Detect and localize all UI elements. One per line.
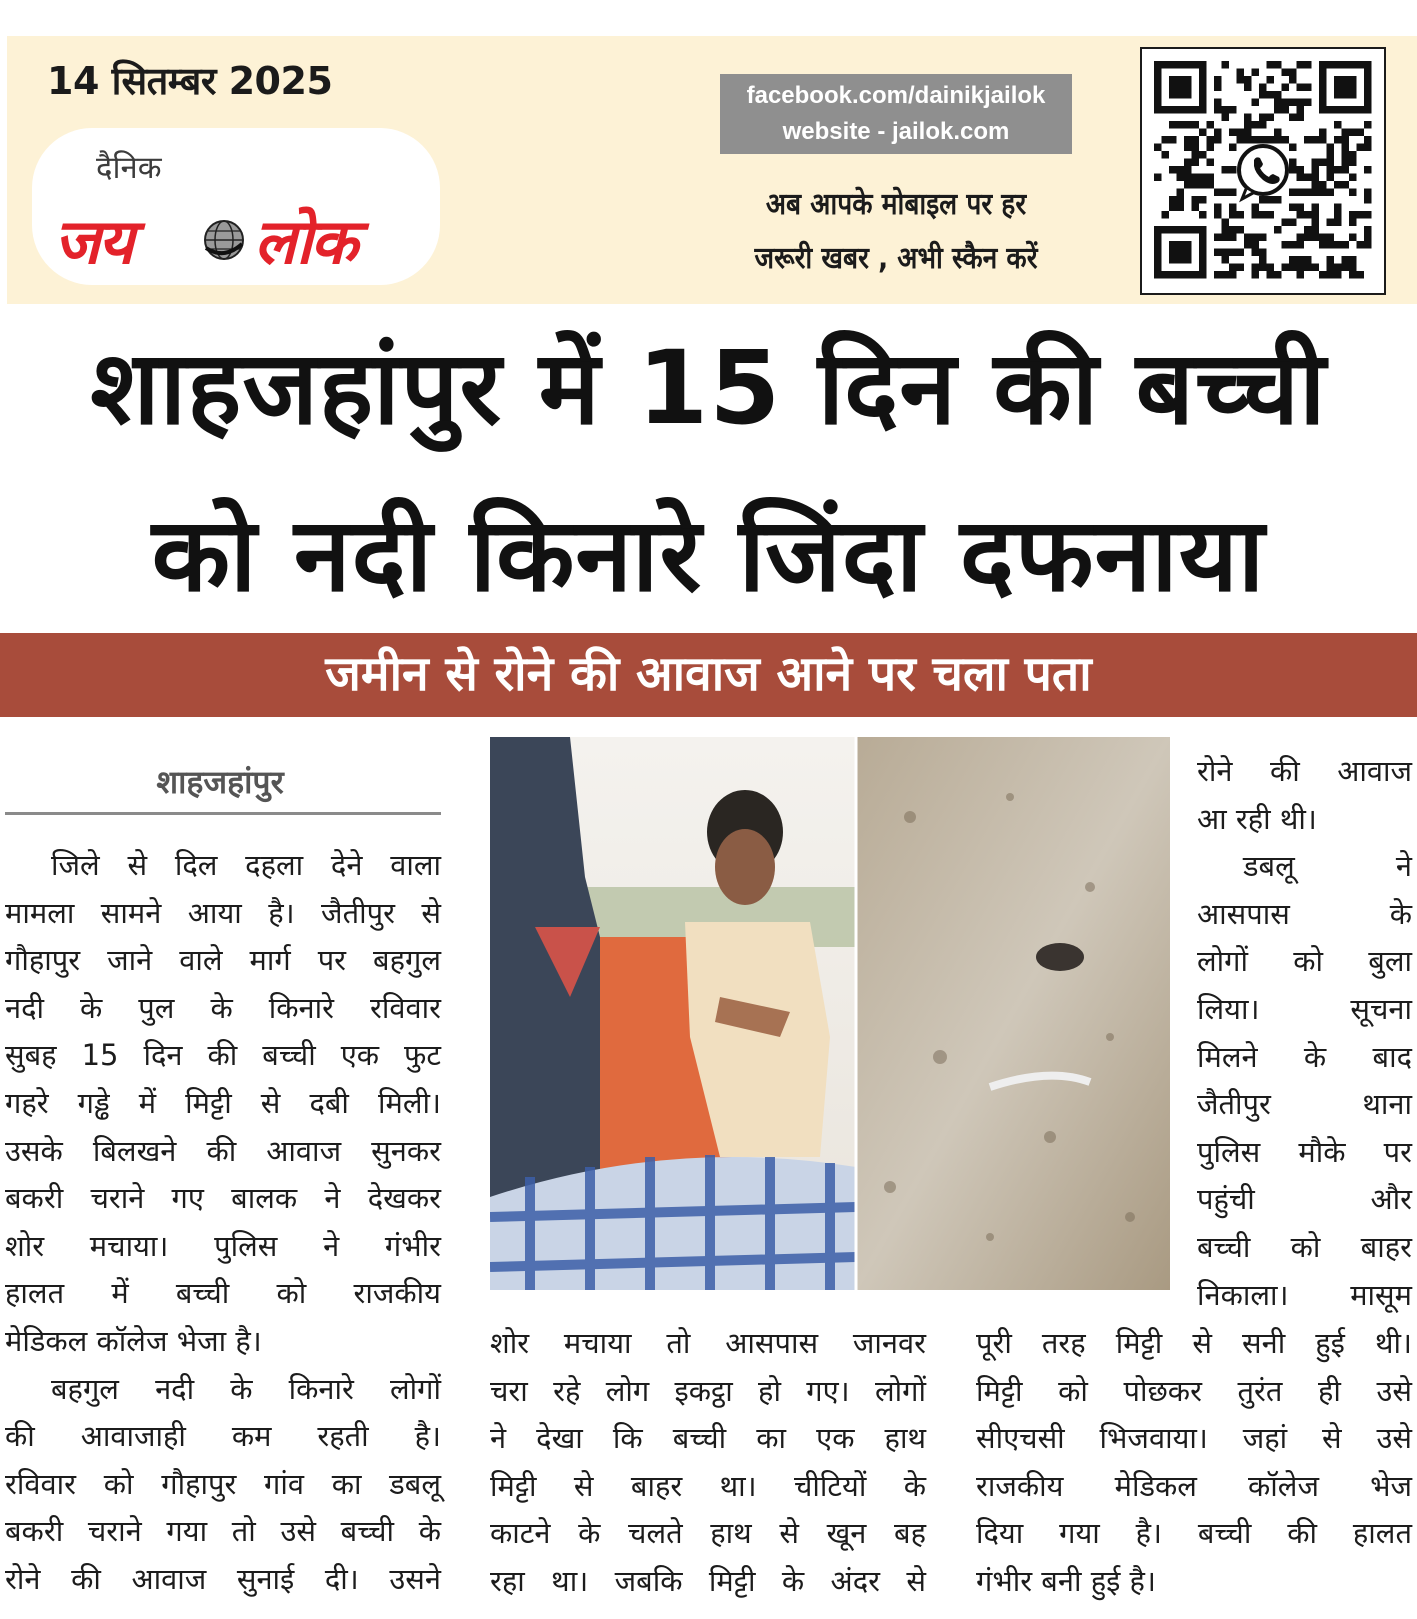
article-line: सुबह 15 दिन की बच्ची एक फुट [5, 1038, 441, 1073]
article-line: शोर मचाया तो आसपास जानवर [490, 1326, 926, 1360]
subheadline: जमीन से रोने की आवाज आने पर चला पता [325, 646, 1092, 702]
article-line: मिट्टी से बाहर था। चीटियों के [490, 1468, 926, 1503]
article-column-3-top [1197, 748, 1412, 1319]
whatsapp-icon [1239, 146, 1287, 199]
social-links-box [720, 74, 1072, 154]
article-line: नदी के पुल के किनारे रविवार [5, 990, 441, 1025]
logo-word-lok: लोक [254, 205, 356, 278]
scan-promo-line2: जरूरी खबर , अभी स्कैन करें [754, 241, 1038, 276]
headline-line-1: शाहजहांपुर में 15 दिन की बच्ची [90, 329, 1327, 448]
article-line: लिया। सूचना [1197, 991, 1412, 1026]
article-line: गहरे गड्ढे में मिट्टी से दबी मिली। [5, 1085, 441, 1120]
scan-promo [724, 178, 1069, 286]
article-line: मेडिकल कॉलेज भेजा है। [5, 1323, 262, 1358]
article-line: लोगों को बुला [1197, 944, 1412, 979]
article-line: सीएचसी भिजवाया। जहां से उसे [976, 1421, 1412, 1456]
article-line: निकाला। मासूम [1197, 1277, 1412, 1312]
article-line: उसके बिलखने की आवाज सुनकर [5, 1133, 441, 1168]
article-line: बकरी चराने गए बालक ने देखकर [5, 1181, 441, 1216]
article-line: की आवाजाही कम रहती है। [5, 1419, 441, 1454]
logo-title [54, 198, 356, 282]
scan-promo-line1: अब आपके मोबाइल पर हर [765, 187, 1027, 222]
article-line: मिलने के बाद [1197, 1039, 1412, 1074]
article-line: पहुंची और [1197, 1182, 1412, 1217]
article-column-3-bottom [976, 1320, 1412, 1606]
article-column-1 [5, 842, 441, 1604]
headline-line-2: को नदी किनारे जिंदा दफनाया [151, 496, 1266, 615]
article-line: गंभीर बनी हुई है। [976, 1563, 1156, 1598]
subheadline-strip [0, 633, 1417, 717]
article-line: जैतीपुर थाना [1197, 1087, 1412, 1122]
article-line: ने देखा कि बच्ची का एक हाथ [490, 1421, 926, 1456]
article-line: बकरी चराने गया तो उसे बच्ची के [5, 1514, 441, 1549]
globe-icon [202, 218, 246, 262]
dateline-rule [5, 812, 441, 815]
article-line: बच्ची को बाहर [1197, 1229, 1412, 1264]
logo-dainik-text: दैनिक [96, 150, 162, 186]
article-line: जिले से दिल दहला देने वाला [51, 848, 441, 882]
article-line: शोर मचाया। पुलिस ने गंभीर [5, 1228, 441, 1263]
website-link[interactable]: website - jailok.com [782, 118, 1010, 145]
article-line: रहा था। जबकि मिट्टी के अंदर से [490, 1563, 926, 1598]
dateline: शाहजहांपुर [156, 763, 284, 801]
article-line: गौहापुर जाने वाले मार्ग पर बहगुल [5, 943, 441, 978]
article-line: रविवार को गौहापुर गांव का डबलू [5, 1466, 441, 1501]
news-photo [490, 737, 1170, 1290]
edition-date: 14 सितम्बर 2025 [47, 59, 333, 103]
article-line: दिया गया है। बच्ची की हालत [976, 1516, 1412, 1551]
article-line: पुलिस मौके पर [1197, 1134, 1412, 1169]
qr-code[interactable] [1140, 47, 1386, 295]
article-line: मामला सामने आया है। जैतीपुर से [5, 895, 441, 930]
article-line: पूरी तरह मिट्टी से सनी हुई थी। [976, 1326, 1412, 1360]
article-line: रोने की आवाज [1197, 754, 1412, 788]
article-line: चरा रहे लोग इकट्ठा हो गए। लोगों [490, 1373, 926, 1408]
qr-code-pattern [1154, 61, 1372, 281]
facebook-link[interactable]: facebook.com/dainikjailok [746, 82, 1046, 109]
article-line: आ रही थी। [1197, 801, 1317, 836]
article-line: काटने के चलते हाथ से खून बह [490, 1516, 926, 1551]
article-line: मिट्टी को पोछकर तुरंत ही उसे [976, 1373, 1412, 1408]
article-line: राजकीय मेडिकल कॉलेज भेज [976, 1468, 1412, 1503]
article-line: बहगुल नदी के किनारे लोगों [51, 1371, 441, 1406]
article-line: हालत में बच्ची को राजकीय [5, 1276, 441, 1311]
article-line: डबलू ने [1243, 849, 1412, 884]
article-line: रोने की आवाज सुनाई दी। उसने [5, 1561, 441, 1596]
logo-word-jai: जय [54, 205, 132, 278]
article-line: आसपास के [1197, 896, 1412, 931]
article-column-2 [490, 1320, 926, 1606]
